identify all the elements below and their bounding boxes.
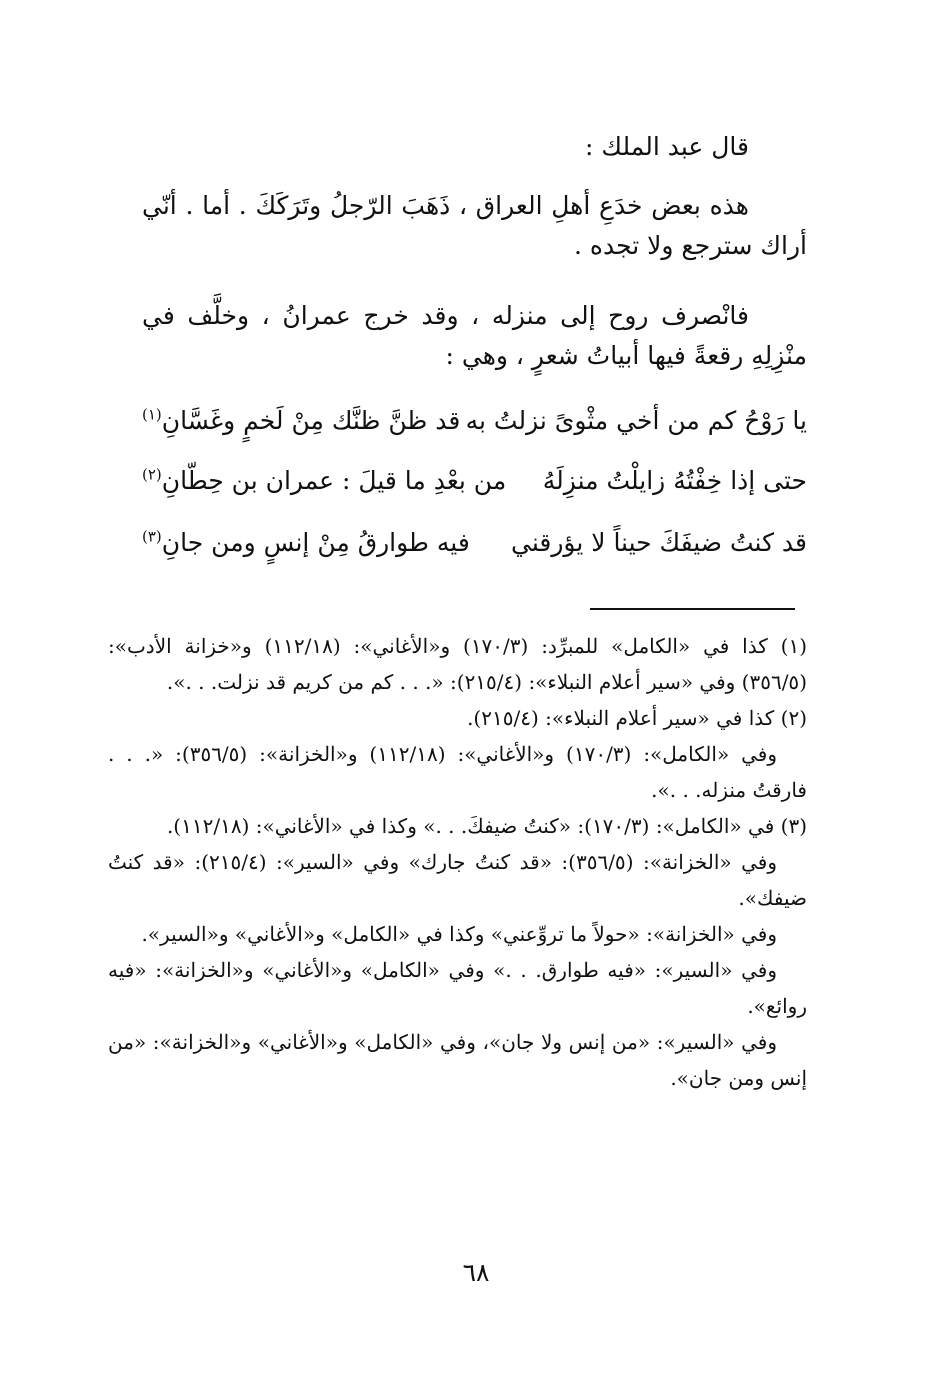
footnote-3: (٣) في «الكامل»: (١٧٠/٣): «كنتُ ضيفكَ. . .» وكذا في «الأغاني»: (١١٢/١٨).: [166, 814, 807, 838]
verse-line-3: [142, 528, 807, 568]
footnote-3-continuation-3: وفي «السير»: «فيه طوارق. . .» وفي «الكامل» و«الأغاني» و«الخزانة»: «فيه روائع».: [108, 958, 807, 1018]
footnote-2: (٢) كذا في «سير أعلام النبلاء»: (٢١٥/٤).: [467, 706, 807, 730]
verse-1-first-hemistich: يا رَوْحُ كم من أخي مثْوىً نزلتُ به: [465, 406, 807, 435]
paragraph-2: [142, 296, 807, 376]
verse-line-1: [142, 406, 807, 446]
paragraph-2-text: فانْصرف روح إلى منزله ، وقد خرج عمرانُ ، وخلَّف في منْزِلِهِ رقعةً فيها أبياتُ شعرٍ ، وهي :: [142, 301, 807, 370]
footnote-separator: [590, 608, 795, 610]
footnote-3-continuation-1: وفي «الخزانة»: (٣٥٦/٥): «قد كنتُ جارك» وفي «السير»: (٢١٥/٤): «قد كنتُ ضيفك».: [108, 850, 807, 910]
verse-2-second-hemistich: [142, 466, 506, 495]
paragraph-1: [142, 186, 807, 266]
footnote-3-continuation-4: وفي «السير»: «من إنس ولا جان»، وفي «الكامل» و«الأغاني» و«الخزانة»: «من إنس ومن جان».: [108, 1030, 807, 1090]
verse-3-second-hemistich: [142, 528, 470, 557]
verse-3-first-hemistich: قد كنتُ ضيفَكَ حيناً لا يؤرقني: [511, 528, 807, 557]
verse-2-first-hemistich: حتى إذا خِفْتُهُ زايلْتُ منزِلَهُ: [542, 466, 807, 495]
footnotes: [108, 628, 807, 1096]
verse-1-second-text: قد ظنَّ ظنَّك مِنْ لَخمٍ وغَسَّانِ: [161, 406, 461, 435]
verse-1-second-hemistich: [142, 406, 460, 435]
footnote-1: (١) كذا في «الكامل» للمبرِّد: (١٧٠/٣) و«الأغاني»: (١١٢/١٨) و«خزانة الأدب»: (٣٥٦/٥) وفي «سير أعلام النبلاء»: (٢١٥/٤): «. . . كم من كريم قد نزلت. . .».: [108, 634, 808, 694]
verse-line-2: [142, 466, 807, 506]
footnote-ref-2: (٢): [142, 465, 162, 484]
verse-3-second-text: فيه طوارقُ مِنْ إنسٍ ومن جانِ: [161, 528, 470, 557]
footnote-ref-1: (١): [142, 405, 162, 424]
speaker-line: قال عبد الملك :: [585, 132, 749, 161]
footnote-2-continuation: وفي «الكامل»: (١٧٠/٣) و«الأغاني»: (١١٢/١٨) و«الخزانة»: (٣٥٦/٥): «. . . فارقتُ منزله. . .».: [108, 742, 807, 802]
paragraph-1-text: هذه بعض خدَعِ أهلِ العراق ، ذَهَبَ الرّجلُ وتَرَكَكَ . أما . أنّي أراك سترجع ولا تجده .: [142, 191, 807, 260]
verse-2-second-text: من بعْدِ ما قيلَ : عمران بن حِطّانِ: [161, 466, 507, 495]
footnote-3-continuation-2: وفي «الخزانة»: «حولاً ما تروِّعني» وكذا في «الكامل» و«الأغاني» و«السير».: [141, 922, 777, 946]
footnote-ref-3: (٣): [142, 527, 162, 546]
page-number: ٦٨: [462, 1258, 490, 1287]
